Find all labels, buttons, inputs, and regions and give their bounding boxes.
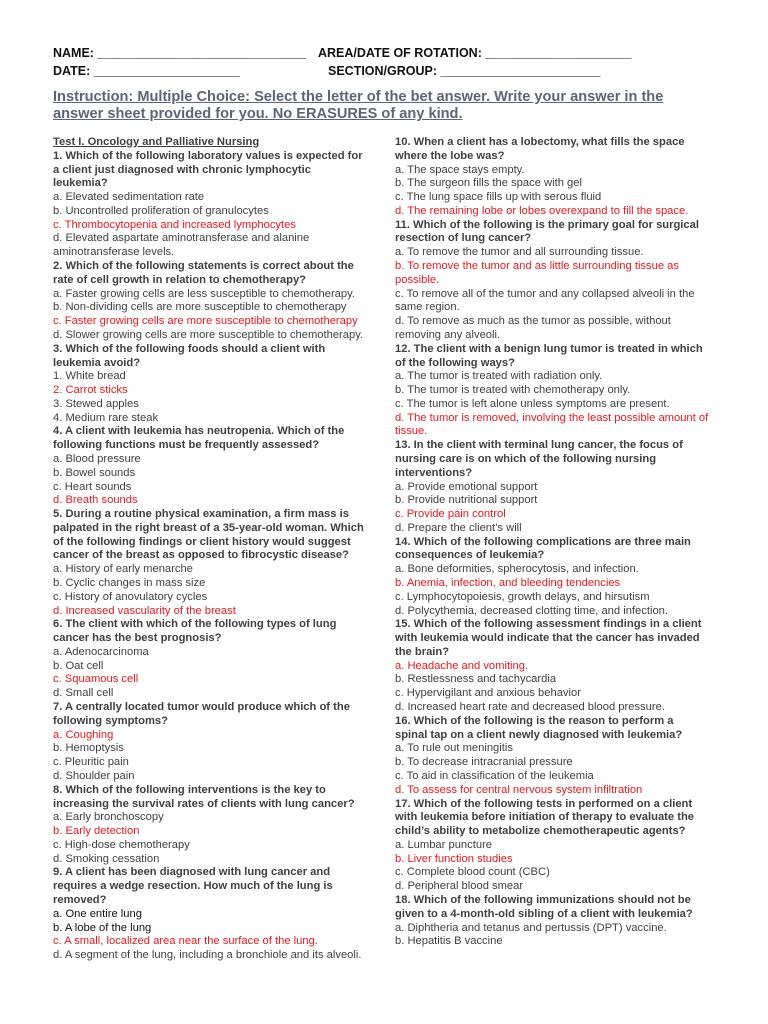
option-line: b. Restlessness and tachycardia bbox=[395, 673, 557, 686]
answer-line: c. Faster growing cells are more susceptible to chemotherapy bbox=[53, 315, 358, 328]
question-line: 6. The client with which of the following types of lung bbox=[53, 618, 337, 631]
option-line: d. Increased heart rate and decreased blood pressure. bbox=[395, 701, 665, 714]
option-line: d. To remove as much as the tumor as possible, without bbox=[395, 315, 671, 328]
option-line: a. Provide emotional support bbox=[395, 480, 538, 493]
option-line: b. Hemoptysis bbox=[53, 742, 124, 755]
question-line: 15. Which of the following assessment findings in a client bbox=[395, 618, 702, 631]
area-date-field-label: AREA/DATE OF ROTATION: _____________________ bbox=[318, 46, 632, 60]
question-line: increasing the survival rates of clients with lung cancer? bbox=[53, 797, 355, 810]
question-line: 9. A client has been diagnosed with lung cancer and bbox=[53, 866, 331, 879]
question-line: the brain? bbox=[395, 645, 450, 658]
option-line: a. Early bronchoscopy bbox=[53, 811, 164, 824]
option-line: c. The tumor is left alone unless symptoms are present. bbox=[395, 397, 670, 410]
option-line: c. Hypervigilant and anxious behavior bbox=[395, 687, 581, 700]
question-line: 3. Which of the following foods should a client with bbox=[53, 342, 326, 355]
question-line: 2. Which of the following statements is correct about the bbox=[53, 260, 354, 273]
option-line: 1. White bread bbox=[53, 370, 126, 383]
question-line: of the following findings or client history would suggest bbox=[53, 535, 351, 548]
question-line: nursing care is on which of the following nursing bbox=[395, 452, 657, 465]
option-line: a. Bone deformities, spherocytosis, and infection. bbox=[395, 563, 639, 576]
question-line: of the following ways? bbox=[395, 356, 515, 369]
question-line: 14. Which of the following complications are three main bbox=[395, 535, 691, 548]
answer-line: d. The remaining lobe or lobes overexpand to fill the space. bbox=[395, 204, 689, 217]
question-line: resection of lung cancer? bbox=[395, 232, 532, 245]
option-line: b. Bowel sounds bbox=[53, 466, 136, 479]
option-line: a. Blood pressure bbox=[53, 452, 141, 465]
option-line: c. High-dose chemotherapy bbox=[53, 838, 190, 851]
option-line: a. History of early menarche bbox=[53, 563, 193, 576]
option-line: c. Complete blood count (CBC) bbox=[395, 866, 550, 879]
option-line: removing any alveoli. bbox=[395, 328, 501, 341]
answer-line: d. Increased vascularity of the breast bbox=[53, 604, 236, 617]
option-line: a. Faster growing cells are less susceptible to chemotherapy. bbox=[53, 287, 355, 300]
option-line: b. The surgeon fills the space with gel bbox=[395, 177, 582, 190]
question-line: removed? bbox=[53, 893, 107, 906]
question-line: palpated in the right breast of a 35-year-old woman. Which bbox=[53, 521, 364, 534]
option-line: same region. bbox=[395, 301, 460, 314]
left-question-column bbox=[53, 136, 371, 963]
answer-line: c. Squamous cell bbox=[53, 673, 139, 686]
option-line: c. The lung space fills up with serous fluid bbox=[395, 191, 602, 204]
question-line: 1. Which of the following laboratory values is expected for bbox=[53, 149, 363, 162]
question-line: given to a 4-month-old sibling of a client with leukemia? bbox=[395, 907, 693, 920]
option-line: d. Elevated aspartate aminotransferase and alanine bbox=[53, 232, 310, 245]
answer-line: tissue. bbox=[395, 425, 428, 438]
option-line: d. Prepare the client’s will bbox=[395, 521, 522, 534]
question-line: cancer of the breast as opposed to fibrocystic disease? bbox=[53, 549, 349, 562]
question-line: leukemia? bbox=[53, 177, 108, 190]
question-line: requires a wedge resection. How much of the lung is bbox=[53, 880, 333, 893]
question-line: 4. A client with leukemia has neutropenia. Which of the bbox=[53, 425, 345, 438]
section-group-field-label: SECTION/GROUP: _______________________ bbox=[328, 64, 601, 78]
question-line: rate of cell growth in relation to chemotherapy? bbox=[53, 273, 306, 286]
question-line: 8. Which of the following interventions is the key to bbox=[53, 783, 326, 796]
option-line: a. To rule out meningitis bbox=[395, 742, 513, 755]
question-line: following functions must be frequently assessed? bbox=[53, 439, 320, 452]
answer-line: b. Early detection bbox=[53, 825, 140, 838]
option-line: c. Pleuritic pain bbox=[53, 756, 129, 769]
question-line: 18. Which of the following immunizations should not be bbox=[395, 893, 691, 906]
question-line: 11. Which of the following is the primary goal for surgical bbox=[395, 218, 699, 231]
option-line: a. To remove the tumor and all surrounding tissue. bbox=[395, 246, 644, 259]
option-line: b. Uncontrolled proliferation of granulocytes bbox=[53, 204, 269, 217]
option-line: d. A segment of the lung, including a bronchiole and its alveoli. bbox=[53, 949, 362, 962]
option-line: d. Slower growing cells are more susceptible to chemotherapy. bbox=[53, 328, 364, 341]
option-line: b. To decrease intracranial pressure bbox=[395, 756, 573, 769]
option-line: b. Oat cell bbox=[53, 659, 104, 672]
option-line: a. Diphtheria and tetanus and pertussis (DPT) vaccine. bbox=[395, 921, 667, 934]
instruction-text: Instruction: Multiple Choice: Select the letter of the bet answer. Write your answer in the answer sheet provided for you. No ERASURES of any kind. bbox=[53, 89, 664, 122]
question-line: child’s ability to metabolize chemotherapeutic agents? bbox=[395, 825, 686, 838]
answer-line: d. Breath sounds bbox=[53, 494, 138, 507]
answer-line: d. To assess for central nervous system infiltration bbox=[395, 783, 643, 796]
question-line: 16. Which of the following is the reason to perform a bbox=[395, 714, 674, 727]
answer-line: d. The tumor is removed, involving the least possible amount of bbox=[395, 411, 709, 424]
answer-line: a. Headache and vomiting. bbox=[395, 659, 529, 672]
section-heading: Test I. Oncology and Palliative Nursing bbox=[53, 136, 260, 148]
question-line: 5. During a routine physical examination, a firm mass is bbox=[53, 508, 349, 521]
answer-line: b. Liver function studies bbox=[395, 852, 513, 865]
question-line: with leukemia before initiation of therapy to evaluate the bbox=[395, 811, 695, 824]
option-line: c. Heart sounds bbox=[53, 480, 132, 493]
option-line: c. To remove all of the tumor and any collapsed alveoli in the bbox=[395, 287, 695, 300]
question-line: leukemia avoid? bbox=[53, 356, 141, 369]
date-field-label: DATE: _____________________ bbox=[53, 64, 240, 78]
answer-line: 2. Carrot sticks bbox=[53, 384, 128, 397]
question-line: a client just diagnosed with chronic lymphocytic bbox=[53, 163, 311, 176]
question-line: following symptoms? bbox=[53, 714, 168, 727]
question-line: consequences of leukemia? bbox=[395, 549, 545, 562]
question-line: 12. The client with a benign lung tumor is treated in which bbox=[395, 342, 703, 355]
answer-line: b. Anemia, infection, and bleeding tendencies bbox=[395, 577, 621, 589]
answer-line: a. Coughing bbox=[53, 728, 114, 741]
question-line: cancer has the best prognosis? bbox=[53, 632, 222, 645]
option-line: d. Small cell bbox=[53, 687, 114, 700]
answer-line: c. Thrombocytopenia and increased lymphocytes bbox=[53, 218, 296, 231]
option-line: b. Hepatitis B vaccine bbox=[395, 935, 503, 948]
option-line: b. Non-dividing cells are more susceptible to chemotherapy bbox=[53, 301, 347, 314]
answer-line: c. A small, localized area near the surface of the lung. bbox=[53, 935, 318, 948]
option-line: a. Lumbar puncture bbox=[395, 838, 493, 851]
option-line: c. To aid in classification of the leukemia bbox=[395, 769, 594, 782]
right-question-column bbox=[395, 136, 725, 949]
question-line: interventions? bbox=[395, 466, 473, 479]
option-line: 3. Stewed apples bbox=[53, 397, 139, 410]
option-line: a. The space stays empty. bbox=[395, 163, 525, 176]
option-line: a. The tumor is treated with radiation only. bbox=[395, 370, 603, 383]
name-field-label: NAME: ______________________________ bbox=[53, 46, 306, 60]
option-line: b. A lobe of the lung bbox=[53, 921, 152, 934]
answer-line: b. To remove the tumor and as little surrounding tissue as bbox=[395, 260, 679, 273]
option-line: b. Cyclic changes in mass size bbox=[53, 577, 206, 589]
option-line: b. The tumor is treated with chemotherapy only. bbox=[395, 384, 631, 397]
option-line: a. One entire lung bbox=[53, 907, 142, 920]
option-line: aminotransferase levels. bbox=[53, 246, 175, 259]
option-line: a. Elevated sedimentation rate bbox=[53, 191, 205, 204]
option-line: d. Smoking cessation bbox=[53, 852, 160, 865]
question-line: with leukemia would indicate that the cancer has invaded bbox=[395, 632, 700, 645]
question-line: 13. In the client with terminal lung cancer, the focus of bbox=[395, 439, 683, 452]
option-line: c. History of anovulatory cycles bbox=[53, 590, 208, 603]
question-line: spinal tap on a client newly diagnosed with leukemia? bbox=[395, 728, 683, 741]
option-line: a. Adenocarcinoma bbox=[53, 645, 149, 658]
option-line: d. Shoulder pain bbox=[53, 769, 135, 782]
option-line: d. Peripheral blood smear bbox=[395, 880, 524, 893]
answer-line: possible. bbox=[395, 273, 440, 286]
option-line: b. Provide nutritional support bbox=[395, 494, 538, 507]
question-line: 10. When a client has a lobectomy, what fills the space bbox=[395, 136, 685, 148]
option-line: c. Lymphocytopoiesis, growth delays, and hirsutism bbox=[395, 590, 650, 603]
question-line: 7. A centrally located tumor would produce which of the bbox=[53, 701, 350, 714]
option-line: d. Polycythemia, decreased clotting time, and infection. bbox=[395, 604, 668, 617]
option-line: 4. Medium rare steak bbox=[53, 411, 159, 424]
question-line: 17. Which of the following tests in performed on a client bbox=[395, 797, 693, 810]
question-line: where the lobe was? bbox=[395, 149, 505, 162]
answer-line: c. Provide pain control bbox=[395, 508, 506, 521]
